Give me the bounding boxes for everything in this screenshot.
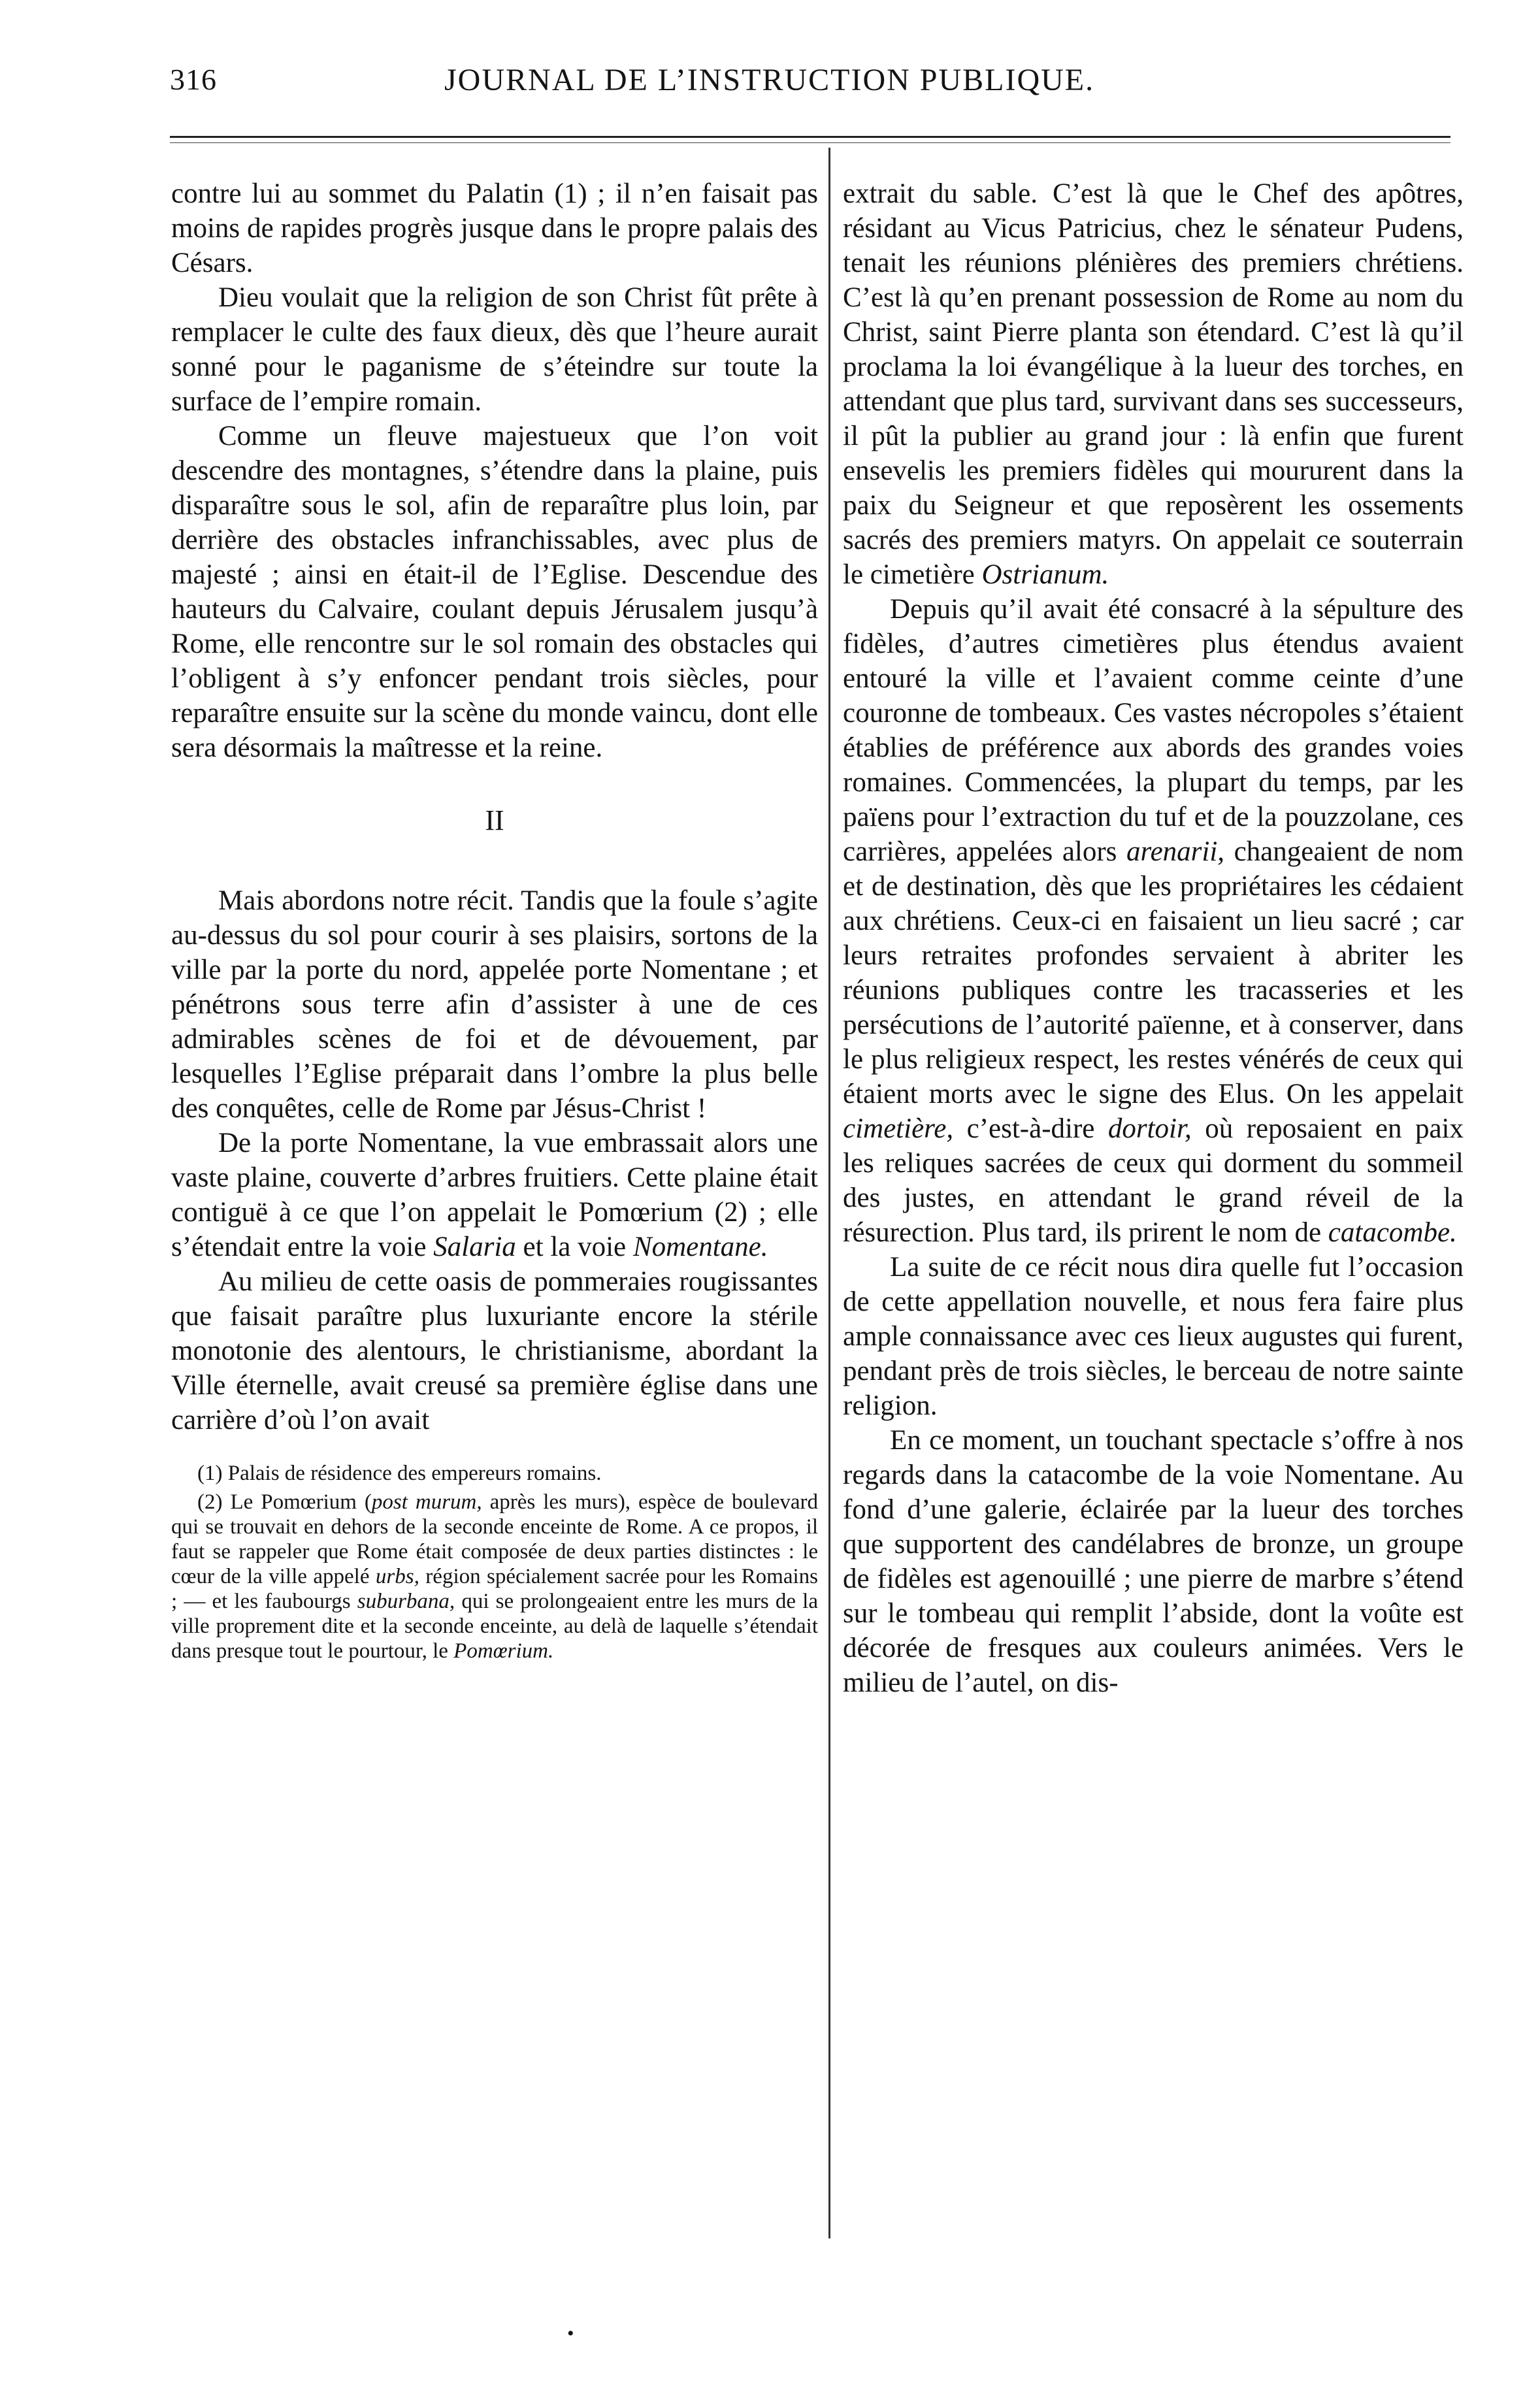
paragraph: Comme un fleuve majestueux que l’on voit descendre des montagnes, s’étendre dans la plaine, puis disparaître sous le sol, afin de reparaître plus loin, par derrière des obstacles infranchissables, avec plus de majesté ; ainsi en était-il de l’Eglise. Descendue des hauteurs du Calvaire, coulant depuis Jérusalem jusqu’à Rome, elle rencontre sur le sol romain des obstacles qui l’obligent à s’y enfoncer pendant trois siècles, pour reparaître ensuite sur la scène du monde vaincu, dont elle sera désormais la maîtresse et la reine. [171,421,818,763]
footnote-2 [171,1490,818,1663]
text-run: région spécialement sacrée pour les Romains ; — et les faubourgs [171,1565,818,1613]
text-run: Depuis qu’il avait été consacré à la sépulture des fidèles, d’autres cimetières plus étendus avaient entouré la ville et l’avaient comme ceinte d’une couronne de tombeaux. Ces vastes nécropoles s’étaient établies de préférence aux abords des grandes voies romaines. Commencées, la plupart du temps, par les païens pour l’extraction du tuf et de la pouzzolane, ces carrières, appelées alors [843,594,1464,867]
text-run: où reposaient en paix les reliques sacrées de ceux qui dorment du sommeil des justes, en attendant le grand réveil de la résurection. Plus tard, ils prirent le nom de [843,1113,1464,1248]
paragraph: Dieu voulait que la religion de son Christ fût prête à remplacer le culte des faux dieux, dès que l’heure aurait sonné pour le paganisme de s’éteindre sur toute la surface de l’empire romain. [171,282,818,417]
italic-term: Ostrianum. [981,559,1109,590]
column-divider [828,148,830,2238]
italic-term: catacombe. [1328,1217,1457,1248]
text-run: après les murs), espèce de boulevard qui se trouvait en dehors de la seconde enceinte de Rome. A ce propos, il faut se rappeler que Rome était composée de deux parties distinctes : le cœur de la ville appelé [171,1490,818,1588]
italic-term: suburbana, [357,1590,455,1613]
text-run: qui se prolongeaient entre les murs de la ville proprement dite et la seconde enceinte, au delà de laquelle s’étendait dans presque tout le pourtour, le [171,1590,818,1663]
italic-term: Pomœrium. [453,1639,554,1663]
text-run: c’est-à-dire [953,1113,1108,1144]
italic-term: Salaria [433,1232,516,1262]
right-column [843,176,1464,1700]
printer-mark: • [567,2323,574,2344]
left-column [171,176,818,1667]
italic-term: arenarii, [1126,836,1225,867]
italic-term: dortoir, [1107,1113,1192,1144]
page-header [170,62,1424,108]
header-rule-thick [170,136,1450,138]
paragraph: Au milieu de cette oasis de pommeraies rougissantes que faisait paraître plus luxuriante encore la stérile monotonie des alentours, le christianisme, abordant la Ville éternelle, avait creusé sa première église dans une carrière d’où l’on avait [171,1266,818,1435]
paragraph: La suite de ce récit nous dira quelle fut l’occasion de cette appellation nouvelle, et nous fera faire plus ample connaissance avec ces lieux augustes qui furent, pendant près de trois siècles, le berceau de notre sainte religion. [843,1252,1464,1421]
text-run: changeaient de nom et de destination, dès que les propriétaires les cédaient aux chrétiens. Ceux-ci en faisaient un lieu sacré ; car leurs retraites profondes servaient à abriter les réunions publiques contre les tracasseries et les persécutions de l’autorité païenne, et à conserver, dans le plus religieux respect, les restes vénérés de ceux qui étaient morts avec le signe des Elus. On les appelait [843,836,1464,1109]
footnote-1: (1) Palais de résidence des empereurs romains. [197,1462,602,1485]
italic-term: cimetière, [843,1113,954,1144]
section-number: II [485,804,504,836]
paragraph: Mais abordons notre récit. Tandis que la foule s’agite au-dessus du sol pour courir à ses plaisirs, sortons de la ville par la porte du nord, appelée porte Nomentane ; et pénétrons sous terre afin d’assister à une de ces admirables scènes de foi et de dévouement, par lesquelles l’Eglise préparait dans l’ombre la plus belle des conquêtes, celle de Rome par Jésus-Christ ! [171,885,818,1124]
text-run: extrait du sable. C’est là que le Chef des apôtres, résidant au Vicus Patricius, chez le sénateur Pudens, tenait les réunions plénières des premiers chrétiens. C’est là qu’en prenant possession de Rome au nom du Christ, saint Pierre planta son étendard. C’est là qu’il proclama la loi évangélique à la lueur des torches, en attendant que plus tard, survivant dans ses successeurs, il pût la publier au grand jour : là enfin que furent ensevelis les premiers fidèles qui moururent dans la paix du Seigneur et que reposèrent les ossements sacrés des premiers matyrs. On appelait ce souterrain le cimetière [843,178,1464,590]
paragraph [843,592,1464,1250]
footnotes [171,1461,818,1663]
paragraph: En ce moment, un touchant spectacle s’offre à nos regards dans la catacombe de la voie Nomentane. Au fond d’une galerie, éclairée par la lueur des torches que supportent des candélabres de bronze, un groupe de fidèles est agenouillé ; une pierre de marbre s’étend sur le tombeau qui remplit l’abside, dont la voûte est décorée de fresques aux couleurs animées. Vers le milieu de l’autel, on dis- [843,1425,1464,1698]
italic-term: urbs, [375,1565,419,1588]
text-run: et la voie [516,1232,633,1262]
paragraph [171,1126,818,1264]
text-run: (2) Le Pomœrium ( [197,1490,372,1514]
running-title: JOURNAL DE L’INSTRUCTION PUBLIQUE. [444,63,1095,97]
header-rule-thin [170,142,1450,143]
paragraph [843,176,1464,592]
italic-term: post murum, [371,1490,482,1514]
page-number: 316 [170,63,217,96]
text-run: De la porte Nomentane, la vue embrassait alors une vaste plaine, couverte d’arbres fruitiers. Cette plaine était contiguë à ce que l’on appelait le Pomœrium (2) ; elle s’étendait entre la voie [171,1128,818,1262]
italic-term: Nomentane. [632,1232,768,1262]
paragraph: contre lui au sommet du Palatin (1) ; il n’en faisait pas moins de rapides progrès jusque dans le propre palais des Césars. [171,178,818,278]
